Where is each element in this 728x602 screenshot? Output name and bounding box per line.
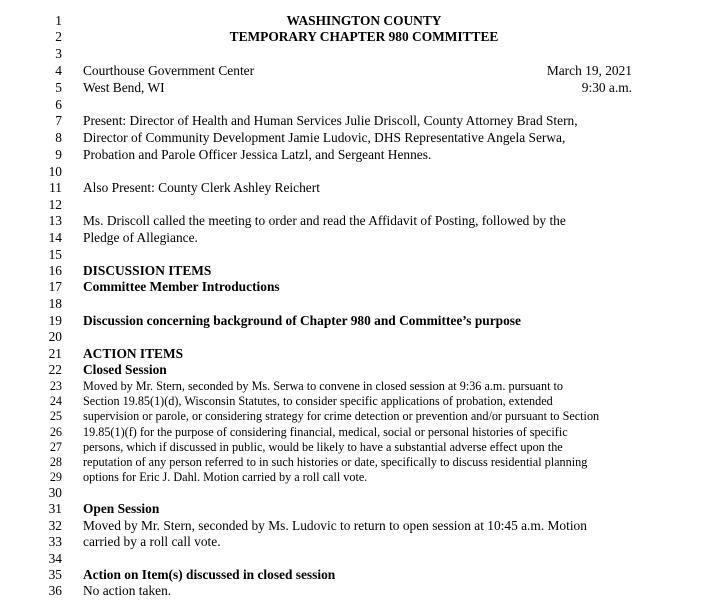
- line-number: 16: [48, 263, 62, 278]
- meeting-date: March 19, 2021: [546, 63, 632, 78]
- closed-session-text: supervision or parole, or considering strategy for crime detection or prevention and/or pursuant to Section: [83, 409, 600, 423]
- line-number: 20: [48, 329, 62, 344]
- line-19: [0, 313, 728, 329]
- line-number: 30: [48, 485, 62, 500]
- present-text: Present: Director of Health and Human Services Julie Driscoll, County Attorney Brad Stern,: [83, 113, 578, 128]
- line-number: 35: [48, 567, 62, 582]
- line-number: 10: [48, 164, 62, 179]
- action-items-heading: ACTION ITEMS: [83, 346, 184, 361]
- line-15: [0, 247, 728, 263]
- line-25: [0, 408, 728, 424]
- line-3: [0, 46, 728, 62]
- line-33: [0, 534, 728, 550]
- line-24: [0, 393, 728, 409]
- also-present-text: Also Present: County Clerk Ashley Reichert: [83, 180, 320, 195]
- closed-session-text: Moved by Mr. Stern, seconded by Ms. Serwa to convene in closed session at 9:36 a.m. pursuant to: [83, 379, 563, 393]
- closed-action-heading: Action on Item(s) discussed in closed session: [83, 567, 336, 582]
- closed-session-text: options for Eric J. Dahl. Motion carried by a roll call vote.: [83, 470, 368, 484]
- discussion-items-heading: DISCUSSION ITEMS: [83, 263, 212, 278]
- line-number: 22: [48, 362, 62, 377]
- line-number: 15: [48, 247, 62, 262]
- line-20: [0, 329, 728, 345]
- line-number: 31: [48, 501, 62, 516]
- line-number: 34: [48, 551, 62, 566]
- venue: Courthouse Government Center: [83, 63, 255, 78]
- line-28: [0, 454, 728, 470]
- call-to-order-text: Ms. Driscoll called the meeting to order and read the Affidavit of Posting, followed by the: [83, 213, 566, 228]
- line-6: [0, 97, 728, 113]
- closed-session-text: 19.85(1)(f) for the purpose of considering financial, medical, social or personal histories of specific: [83, 425, 568, 439]
- line-9: [0, 147, 728, 163]
- line-number: 21: [48, 346, 62, 361]
- line-17: [0, 279, 728, 295]
- line-11: [0, 180, 728, 196]
- line-number: 13: [48, 213, 62, 228]
- line-number: 17: [48, 279, 62, 294]
- line-number: 23: [49, 379, 62, 393]
- line-number: 8: [55, 130, 62, 145]
- line-31: [0, 501, 728, 517]
- line-number: 32: [48, 518, 62, 533]
- committee-title: TEMPORARY CHAPTER 980 COMMITTEE: [229, 29, 499, 44]
- line-number: 1: [55, 13, 62, 28]
- line-18: [0, 296, 728, 312]
- line-number: 28: [49, 455, 62, 469]
- open-session-text: Moved by Mr. Stern, seconded by Ms. Ludovic to return to open session at 10:45 a.m. Motion: [83, 518, 587, 533]
- line-35: [0, 567, 728, 583]
- line-8: [0, 130, 728, 146]
- line-number: 25: [49, 409, 62, 423]
- background-heading: Discussion concerning background of Chapter 980 and Committee’s purpose: [83, 313, 521, 328]
- line-number: 19: [48, 313, 62, 328]
- closed-action-text: No action taken.: [83, 583, 172, 598]
- closed-session-text: Section 19.85(1)(d), Wisconsin Statutes, to consider specific applications of probation, extended: [83, 394, 553, 408]
- line-number: 26: [49, 425, 62, 439]
- introductions-heading: Committee Member Introductions: [83, 279, 280, 294]
- line-number: 11: [49, 180, 62, 195]
- line-10: [0, 164, 728, 180]
- line-number: 27: [49, 440, 62, 454]
- line-number: 18: [48, 296, 62, 311]
- line-number: 3: [55, 46, 62, 61]
- line-21: [0, 346, 728, 362]
- line-number: 24: [49, 394, 62, 408]
- line-32: [0, 518, 728, 534]
- line-30: [0, 485, 728, 501]
- county-title: WASHINGTON COUNTY: [286, 13, 442, 28]
- line-4: [0, 63, 728, 79]
- line-number: 36: [48, 583, 62, 598]
- line-29: [0, 469, 728, 485]
- call-to-order-text: Pledge of Allegiance.: [83, 230, 198, 245]
- line-34: [0, 551, 728, 567]
- line-27: [0, 439, 728, 455]
- present-text: Probation and Parole Officer Jessica Latzl, and Sergeant Hennes.: [83, 147, 432, 162]
- line-12: [0, 197, 728, 213]
- line-16: [0, 263, 728, 279]
- city: West Bend, WI: [83, 80, 165, 95]
- line-26: [0, 424, 728, 440]
- line-number: 7: [55, 113, 62, 128]
- line-1: [0, 13, 728, 29]
- line-23: [0, 378, 728, 394]
- line-number: 6: [55, 97, 62, 112]
- present-text: Director of Community Development Jamie Ludovic, DHS Representative Angela Serwa,: [83, 130, 566, 145]
- line-7: [0, 113, 728, 129]
- line-number: 33: [48, 534, 62, 549]
- closed-session-heading: Closed Session: [83, 362, 167, 377]
- line-number: 2: [55, 29, 62, 44]
- line-22: [0, 362, 728, 378]
- line-14: [0, 230, 728, 246]
- line-36: [0, 583, 728, 599]
- line-number: 4: [55, 63, 62, 78]
- closed-session-text: persons, which if discussed in public, would be likely to have a substantial adverse effect upon the: [83, 440, 563, 454]
- line-number: 12: [48, 197, 62, 212]
- closed-session-text: reputation of any person referred to in such histories or date, specifically to discuss residential planning: [83, 455, 588, 469]
- open-session-text: carried by a roll call vote.: [83, 534, 221, 549]
- open-session-heading: Open Session: [83, 501, 160, 516]
- meeting-time: 9:30 a.m.: [581, 80, 632, 95]
- line-number: 5: [55, 80, 62, 95]
- line-13: [0, 213, 728, 229]
- line-number: 29: [49, 470, 62, 484]
- line-number: 9: [55, 147, 62, 162]
- line-5: [0, 80, 728, 96]
- line-2: [0, 29, 728, 45]
- line-number: 14: [48, 230, 62, 245]
